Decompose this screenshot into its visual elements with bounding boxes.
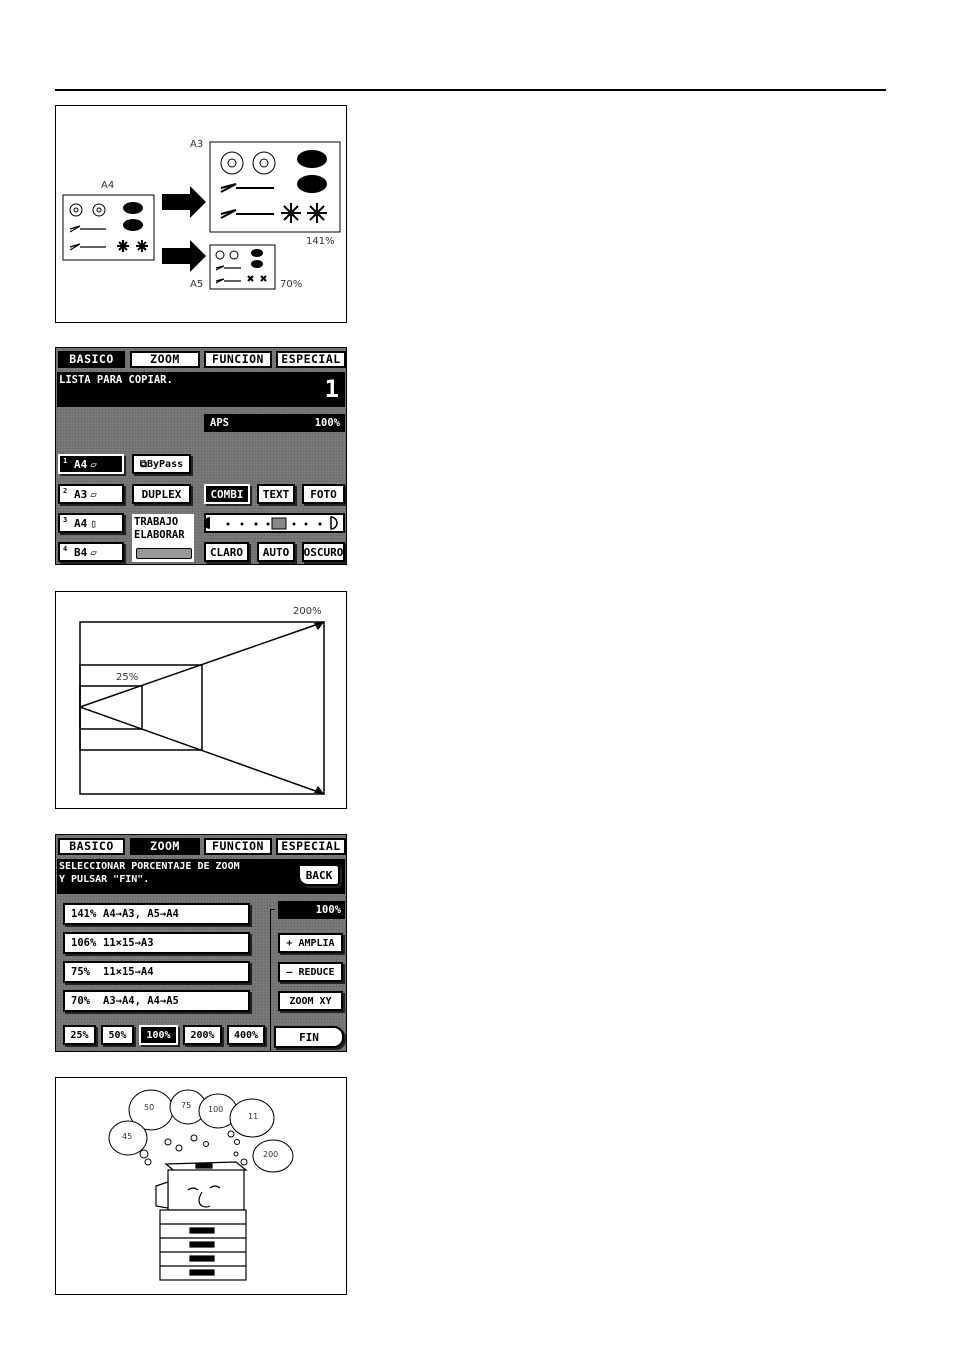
- trabajo-slot-icon: [136, 548, 192, 559]
- label-70: 70%: [280, 279, 303, 290]
- tray-size: A4: [74, 457, 88, 471]
- preset-desc: 11×15→A4: [103, 966, 154, 978]
- copier-mascot-illustration: [55, 1077, 347, 1295]
- copier-icon: [156, 1162, 246, 1280]
- mode-combi-button[interactable]: COMBI: [204, 484, 250, 504]
- bypass-label: ByPass: [147, 458, 184, 470]
- tab-funcion[interactable]: FUNCION: [204, 351, 272, 368]
- header-rule: [55, 89, 886, 91]
- dark-icon: [331, 517, 337, 529]
- tray-number: 4: [63, 545, 68, 553]
- mode-text-button[interactable]: TEXT: [257, 484, 295, 504]
- reduce-button[interactable]: — REDUCE: [278, 962, 343, 982]
- paper-landscape-icon: ▱: [90, 457, 97, 471]
- slider-thumb: [272, 518, 286, 529]
- preset-141-button[interactable]: [63, 903, 250, 925]
- zoom-50-button[interactable]: 50%: [101, 1025, 134, 1045]
- preset-pct: 75%: [71, 966, 90, 978]
- tray-number: 3: [63, 516, 68, 524]
- fin-button[interactable]: FIN: [274, 1026, 344, 1048]
- cloud-label-45: 45: [122, 1132, 133, 1141]
- cloud-label-75: 75: [181, 1101, 192, 1110]
- arrow-head-icon: [314, 786, 324, 794]
- bypass-button[interactable]: [132, 454, 191, 474]
- bypass-icon: ⧉: [139, 458, 147, 470]
- zoom-xy-button[interactable]: ZOOM XY: [278, 991, 343, 1011]
- ready-text: LISTA PARA COPIAR.: [59, 374, 173, 386]
- label-25: 25%: [116, 672, 139, 683]
- paper-landscape-icon: ▱: [90, 487, 97, 501]
- arrow-head-icon: [314, 622, 324, 630]
- preset-desc: A3→A4, A4→A5: [103, 995, 179, 1007]
- label-a3: A3: [190, 139, 204, 150]
- back-button[interactable]: BACK: [298, 864, 340, 886]
- zoom-25-button[interactable]: 25%: [63, 1025, 96, 1045]
- instruction-line-1: SELECCIONAR PORCENTAJE DE ZOOM: [59, 861, 240, 872]
- cloud-label-100: 100: [208, 1105, 224, 1114]
- zoom-range-art: [56, 592, 347, 809]
- label-a4: A4: [101, 180, 115, 191]
- zoom-100-button[interactable]: 100%: [139, 1025, 178, 1045]
- tray-size: B4: [74, 545, 88, 559]
- tray-size: A4: [74, 516, 88, 530]
- cloud-label-200: 200: [263, 1150, 279, 1159]
- preset-70-button[interactable]: [63, 990, 250, 1012]
- label-141: 141%: [306, 236, 335, 247]
- basic-screen: [55, 347, 347, 565]
- arrow-right-icon: [162, 186, 206, 272]
- tab-especial[interactable]: ESPECIAL: [276, 351, 346, 368]
- preset-pct: 141%: [71, 908, 97, 920]
- preset-desc: A4→A3, A5→A4: [103, 908, 179, 920]
- exposure-scale-art: [206, 515, 343, 531]
- aps-bar: [204, 414, 345, 432]
- tray-3-button[interactable]: [58, 513, 124, 533]
- thought-cloud-icon: [109, 1090, 293, 1172]
- mode-foto-button[interactable]: FOTO: [302, 484, 345, 504]
- aps-value: 100%: [314, 417, 340, 429]
- tray-size: A3: [74, 487, 88, 501]
- light-icon: [206, 517, 210, 529]
- tray-number: 2: [63, 487, 68, 495]
- tray-1-button[interactable]: [58, 454, 124, 474]
- label-200: 200%: [293, 606, 322, 617]
- cloud-label-11: 11: [248, 1112, 259, 1121]
- preset-pct: 106%: [71, 937, 97, 949]
- preset-75-button[interactable]: [63, 961, 250, 983]
- zoom-400-button[interactable]: 400%: [227, 1025, 265, 1045]
- zoom-200-button[interactable]: 200%: [183, 1025, 222, 1045]
- aps-label: APS: [210, 417, 229, 429]
- zoom-screen: [55, 834, 347, 1052]
- preset-desc: 11×15→A3: [103, 937, 154, 949]
- copier-mascot-art: [56, 1078, 347, 1295]
- amplia-button[interactable]: + AMPLIA: [278, 933, 343, 953]
- tab-zoom[interactable]: ZOOM: [130, 838, 200, 855]
- exposure-slider[interactable]: [204, 513, 345, 533]
- trabajo-elaborar-button[interactable]: [132, 514, 194, 562]
- tab-basico[interactable]: BASICO: [58, 351, 125, 368]
- paper-landscape-icon: ▱: [90, 545, 97, 559]
- instruction-line-2: Y PULSAR "FIN".: [59, 873, 150, 885]
- label-a5: A5: [190, 279, 204, 290]
- preset-pct: 70%: [71, 995, 90, 1007]
- exposure-oscuro-button[interactable]: OSCURO: [302, 542, 345, 562]
- tray-2-button[interactable]: [58, 484, 124, 504]
- status-message: [57, 372, 345, 407]
- preset-106-button[interactable]: [63, 932, 250, 954]
- tab-especial[interactable]: ESPECIAL: [276, 838, 346, 855]
- cloud-label-50: 50: [144, 1103, 155, 1112]
- tab-funcion[interactable]: FUNCION: [204, 838, 272, 855]
- trabajo-label: TRABAJO: [134, 516, 179, 528]
- copy-count: 1: [324, 375, 339, 403]
- tab-basico[interactable]: BASICO: [58, 838, 125, 855]
- zoom-range-diagram: [55, 591, 347, 809]
- tray-4-button[interactable]: [58, 542, 124, 562]
- tab-zoom[interactable]: ZOOM: [130, 351, 200, 368]
- exposure-claro-button[interactable]: CLARO: [204, 542, 249, 562]
- paper-portrait-icon: ▯: [90, 516, 97, 530]
- enlarge-reduce-diagram: [55, 105, 347, 323]
- elaborar-label: ELABORAR: [134, 529, 185, 541]
- current-zoom-display: 100%: [278, 901, 345, 919]
- exposure-auto-button[interactable]: AUTO: [257, 542, 295, 562]
- duplex-button[interactable]: DUPLEX: [132, 484, 191, 504]
- tray-number: 1: [63, 457, 68, 465]
